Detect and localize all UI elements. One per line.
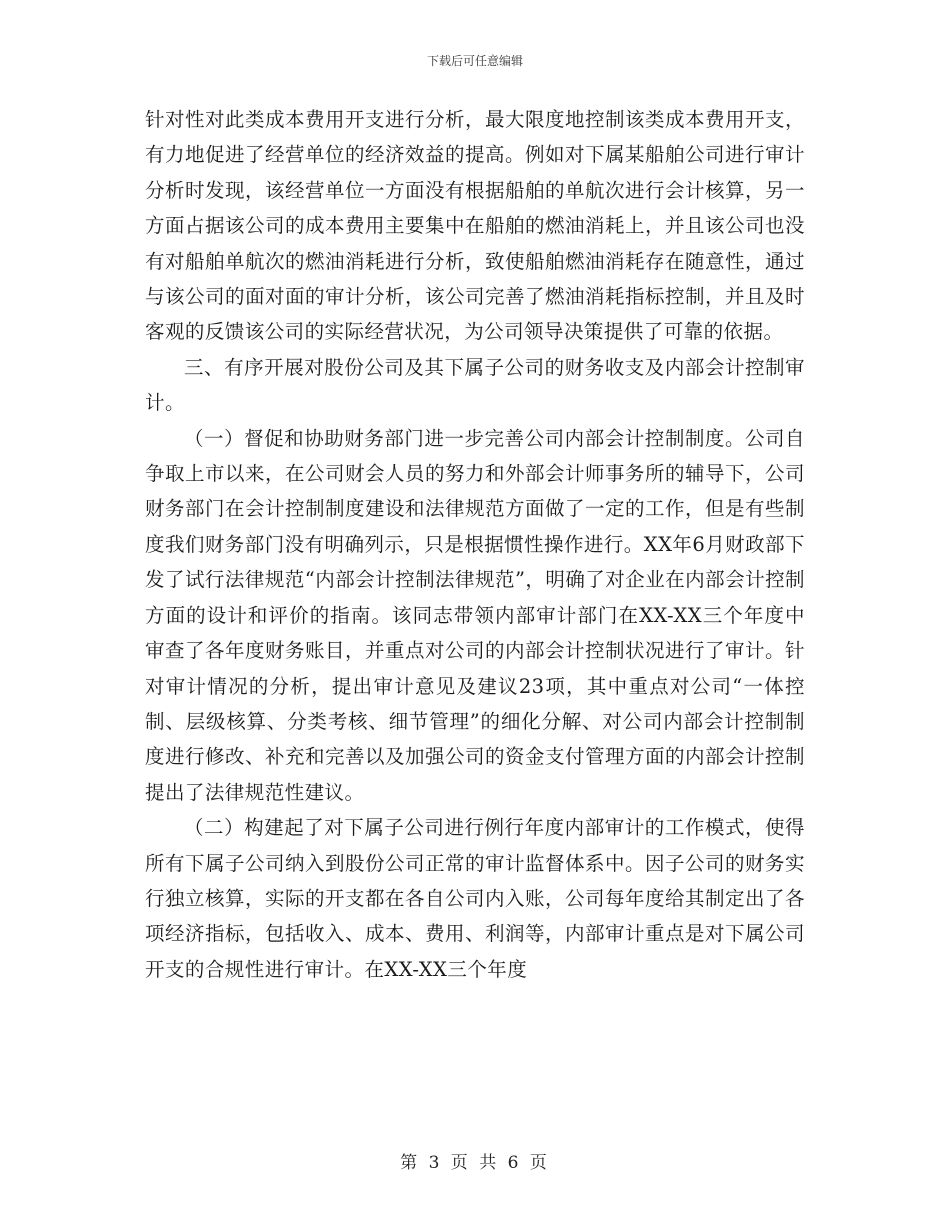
paragraph-subsection-one: （一）督促和协助财务部门进一步完善公司内部会计控制制度。公司自争取上市以来，在公司财会人员的努力和外部会计师事务所的辅导下，公司财务部门在会计控制制度建设和法律规范方面做了一定的工作，但是有些制度我们财务部门没有明确列示，只是根据惯性操作进行。XX年6月财政部下发了试行法律规范“内部会计控制法律规范”，明确了对企业在内部会计控制方面的设计和评价的指南。该同志带领内部审计部门在XX-XX三个年度中审查了各年度财务账目，并重点对公司的内部会计控制状况进行了审计。针对审计情况的分析，提出审计意见及建议23项，其中重点对公司“一体控制、层级核算、分类考核、细节管理”的细化分解、对公司内部会计控制制度进行修改、补充和完善以及加强公司的资金支付管理方面的内部会计控制提出了法律规范性建议。 (145, 426, 805, 804)
paragraph-subsection-two: （二）构建起了对下属子公司进行例行年度内部审计的工作模式，使得所有下属子公司纳入到股份公司正常的审计监督体系中。因子公司的财务实行独立核算，实际的开支都在各自公司内入账，公司每年度给其制定出了各项经济指标，包括收入、成本、费用、利润等，内部审计重点是对下属公司开支的合规性进行审计。在XX-XX三个年度 (145, 816, 805, 981)
document-body (145, 102, 805, 987)
paragraph-section-three: 三、有序开展对股份公司及其下属子公司的财务收支及内部会计控制审计。 (145, 355, 805, 415)
page-header-note: 下载后可任意编辑 (426, 54, 523, 68)
paragraph-continuation: 针对性对此类成本费用开支进行分析，最大限度地控制该类成本费用开支，有力地促进了经营单位的经济效益的提高。例如对下属某船舶公司进行审计分析时发现，该经营单位一方面没有根据船舶的单航次进行会计核算，另一方面占据该公司的成本费用主要集中在船舶的燃油消耗上，并且该公司也没有对船舶单航次的燃油消耗进行分析，致使船舶燃油消耗存在随意性，通过与该公司的面对面的审计分析，该公司完善了燃油消耗指标控制，并且及时客观的反馈该公司的实际经营状况，为公司领导决策提供了可靠的依据。 (145, 108, 805, 344)
page-number: 第 3 页 共 6 页 (400, 1153, 550, 1173)
